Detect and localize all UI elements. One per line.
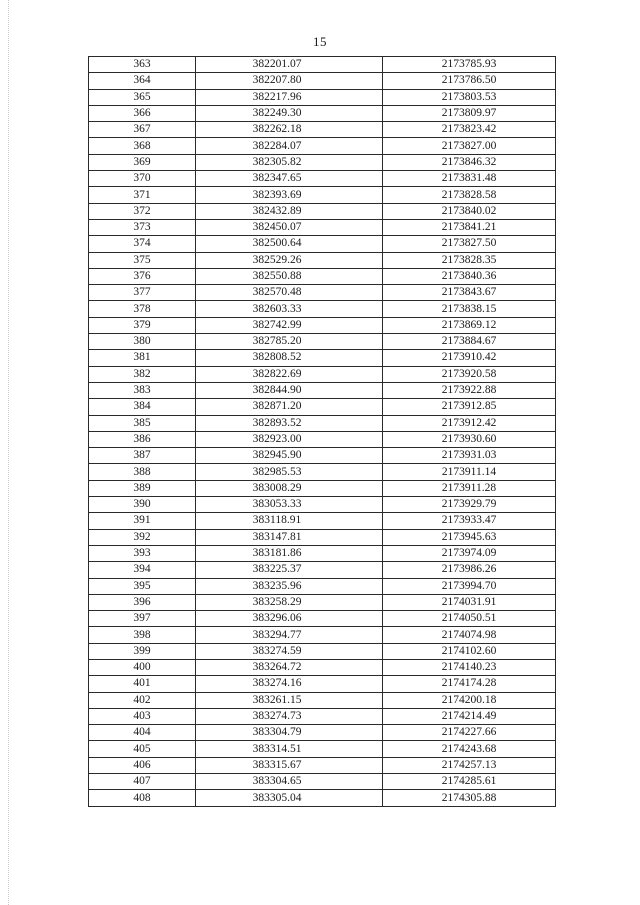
- point-number-cell: 378: [89, 301, 196, 317]
- table-row: [89, 301, 556, 317]
- point-number-cell: 371: [89, 187, 196, 203]
- table-row: [89, 382, 556, 398]
- x-coordinate-cell: 382893.52: [196, 415, 383, 431]
- table-row: [89, 790, 556, 806]
- table-row: [89, 122, 556, 138]
- x-coordinate-cell: 383235.96: [196, 578, 383, 594]
- binding-edge-line: [8, 0, 9, 905]
- table-row: [89, 431, 556, 447]
- table-row: [89, 725, 556, 741]
- y-coordinate-cell: 2173823.42: [383, 122, 556, 138]
- y-coordinate-cell: 2173930.60: [383, 431, 556, 447]
- point-number-cell: 382: [89, 366, 196, 382]
- table-row: [89, 659, 556, 675]
- y-coordinate-cell: 2173831.48: [383, 171, 556, 187]
- x-coordinate-cell: 383315.67: [196, 757, 383, 773]
- y-coordinate-cell: 2173840.02: [383, 203, 556, 219]
- table-row: [89, 154, 556, 170]
- coordinate-table-body: [89, 57, 556, 807]
- point-number-cell: 393: [89, 545, 196, 561]
- point-number-cell: 377: [89, 285, 196, 301]
- point-number-cell: 366: [89, 105, 196, 121]
- y-coordinate-cell: 2173933.47: [383, 513, 556, 529]
- table-row: [89, 497, 556, 513]
- y-coordinate-cell: 2174050.51: [383, 611, 556, 627]
- table-row: [89, 73, 556, 89]
- point-number-cell: 397: [89, 611, 196, 627]
- y-coordinate-cell: 2174305.88: [383, 790, 556, 806]
- x-coordinate-cell: 382207.80: [196, 73, 383, 89]
- x-coordinate-cell: 382347.65: [196, 171, 383, 187]
- y-coordinate-cell: 2173843.67: [383, 285, 556, 301]
- y-coordinate-cell: 2173809.97: [383, 105, 556, 121]
- y-coordinate-cell: 2173846.32: [383, 154, 556, 170]
- table-row: [89, 562, 556, 578]
- table-row: [89, 627, 556, 643]
- point-number-cell: 405: [89, 741, 196, 757]
- point-number-cell: 375: [89, 252, 196, 268]
- table-row: [89, 708, 556, 724]
- point-number-cell: 406: [89, 757, 196, 773]
- point-number-cell: 400: [89, 659, 196, 675]
- y-coordinate-cell: 2173912.85: [383, 399, 556, 415]
- point-number-cell: 386: [89, 431, 196, 447]
- x-coordinate-cell: 383258.29: [196, 594, 383, 610]
- table-row: [89, 285, 556, 301]
- table-row: [89, 57, 556, 73]
- table-row: [89, 268, 556, 284]
- point-number-cell: 395: [89, 578, 196, 594]
- y-coordinate-cell: 2173803.53: [383, 89, 556, 105]
- y-coordinate-cell: 2174227.66: [383, 725, 556, 741]
- x-coordinate-cell: 382450.07: [196, 219, 383, 235]
- point-number-cell: 394: [89, 562, 196, 578]
- table-row: [89, 171, 556, 187]
- table-row: [89, 513, 556, 529]
- point-number-cell: 368: [89, 138, 196, 154]
- point-number-cell: 381: [89, 350, 196, 366]
- x-coordinate-cell: 383008.29: [196, 480, 383, 496]
- y-coordinate-cell: 2173929.79: [383, 497, 556, 513]
- y-coordinate-cell: 2173911.14: [383, 464, 556, 480]
- y-coordinate-cell: 2173986.26: [383, 562, 556, 578]
- point-number-cell: 367: [89, 122, 196, 138]
- table-row: [89, 219, 556, 235]
- table-row: [89, 203, 556, 219]
- x-coordinate-cell: 382529.26: [196, 252, 383, 268]
- point-number-cell: 383: [89, 382, 196, 398]
- point-number-cell: 391: [89, 513, 196, 529]
- y-coordinate-cell: 2174140.23: [383, 659, 556, 675]
- x-coordinate-cell: 382550.88: [196, 268, 383, 284]
- x-coordinate-cell: 382808.52: [196, 350, 383, 366]
- x-coordinate-cell: 383305.04: [196, 790, 383, 806]
- table-row: [89, 757, 556, 773]
- table-row: [89, 676, 556, 692]
- y-coordinate-cell: 2173945.63: [383, 529, 556, 545]
- y-coordinate-cell: 2174074.98: [383, 627, 556, 643]
- table-row: [89, 399, 556, 415]
- x-coordinate-cell: 382262.18: [196, 122, 383, 138]
- point-number-cell: 385: [89, 415, 196, 431]
- page-number: 15: [313, 34, 327, 49]
- table-row: [89, 415, 556, 431]
- table-row: [89, 187, 556, 203]
- table-row: [89, 89, 556, 105]
- x-coordinate-cell: 382201.07: [196, 57, 383, 73]
- table-row: [89, 480, 556, 496]
- y-coordinate-cell: 2173786.50: [383, 73, 556, 89]
- point-number-cell: 372: [89, 203, 196, 219]
- point-number-cell: 387: [89, 448, 196, 464]
- table-row: [89, 464, 556, 480]
- x-coordinate-cell: 382923.00: [196, 431, 383, 447]
- table-row: [89, 578, 556, 594]
- x-coordinate-cell: 382284.07: [196, 138, 383, 154]
- y-coordinate-cell: 2173828.35: [383, 252, 556, 268]
- x-coordinate-cell: 382945.90: [196, 448, 383, 464]
- point-number-cell: 376: [89, 268, 196, 284]
- point-number-cell: 402: [89, 692, 196, 708]
- x-coordinate-cell: 383118.91: [196, 513, 383, 529]
- table-row: [89, 138, 556, 154]
- y-coordinate-cell: 2174285.61: [383, 774, 556, 790]
- x-coordinate-cell: 383274.16: [196, 676, 383, 692]
- x-coordinate-cell: 383147.81: [196, 529, 383, 545]
- x-coordinate-cell: 383053.33: [196, 497, 383, 513]
- y-coordinate-cell: 2173838.15: [383, 301, 556, 317]
- y-coordinate-cell: 2174200.18: [383, 692, 556, 708]
- y-coordinate-cell: 2173828.58: [383, 187, 556, 203]
- x-coordinate-cell: 383304.65: [196, 774, 383, 790]
- point-number-cell: 407: [89, 774, 196, 790]
- point-number-cell: 392: [89, 529, 196, 545]
- point-number-cell: 401: [89, 676, 196, 692]
- x-coordinate-cell: 382742.99: [196, 317, 383, 333]
- table-row: [89, 448, 556, 464]
- table-row: [89, 334, 556, 350]
- x-coordinate-cell: 383225.37: [196, 562, 383, 578]
- point-number-cell: 389: [89, 480, 196, 496]
- x-coordinate-cell: 382603.33: [196, 301, 383, 317]
- x-coordinate-cell: 383274.59: [196, 643, 383, 659]
- table-row: [89, 350, 556, 366]
- point-number-cell: 374: [89, 236, 196, 252]
- point-number-cell: 365: [89, 89, 196, 105]
- table-row: [89, 105, 556, 121]
- point-number-cell: 369: [89, 154, 196, 170]
- point-number-cell: 398: [89, 627, 196, 643]
- x-coordinate-cell: 383274.73: [196, 708, 383, 724]
- coordinate-table: [88, 56, 556, 807]
- point-number-cell: 379: [89, 317, 196, 333]
- point-number-cell: 373: [89, 219, 196, 235]
- y-coordinate-cell: 2173931.03: [383, 448, 556, 464]
- y-coordinate-cell: 2173827.50: [383, 236, 556, 252]
- y-coordinate-cell: 2173911.28: [383, 480, 556, 496]
- y-coordinate-cell: 2174214.49: [383, 708, 556, 724]
- y-coordinate-cell: 2173912.42: [383, 415, 556, 431]
- x-coordinate-cell: 383296.06: [196, 611, 383, 627]
- point-number-cell: 364: [89, 73, 196, 89]
- y-coordinate-cell: 2174257.13: [383, 757, 556, 773]
- table-row: [89, 692, 556, 708]
- point-number-cell: 403: [89, 708, 196, 724]
- y-coordinate-cell: 2173974.09: [383, 545, 556, 561]
- table-row: [89, 529, 556, 545]
- x-coordinate-cell: 382393.69: [196, 187, 383, 203]
- y-coordinate-cell: 2173884.67: [383, 334, 556, 350]
- y-coordinate-cell: 2173910.42: [383, 350, 556, 366]
- x-coordinate-cell: 383294.77: [196, 627, 383, 643]
- table-row: [89, 366, 556, 382]
- x-coordinate-cell: 382432.89: [196, 203, 383, 219]
- x-coordinate-cell: 382822.69: [196, 366, 383, 382]
- point-number-cell: 388: [89, 464, 196, 480]
- x-coordinate-cell: 382217.96: [196, 89, 383, 105]
- table-row: [89, 741, 556, 757]
- x-coordinate-cell: 382249.30: [196, 105, 383, 121]
- table-row: [89, 545, 556, 561]
- point-number-cell: 370: [89, 171, 196, 187]
- y-coordinate-cell: 2173827.00: [383, 138, 556, 154]
- x-coordinate-cell: 383261.15: [196, 692, 383, 708]
- x-coordinate-cell: 382305.82: [196, 154, 383, 170]
- x-coordinate-cell: 383314.51: [196, 741, 383, 757]
- y-coordinate-cell: 2173840.36: [383, 268, 556, 284]
- point-number-cell: 380: [89, 334, 196, 350]
- x-coordinate-cell: 383181.86: [196, 545, 383, 561]
- point-number-cell: 404: [89, 725, 196, 741]
- table-row: [89, 774, 556, 790]
- x-coordinate-cell: 382785.20: [196, 334, 383, 350]
- point-number-cell: 408: [89, 790, 196, 806]
- table-row: [89, 252, 556, 268]
- table-row: [89, 236, 556, 252]
- x-coordinate-cell: 382871.20: [196, 399, 383, 415]
- x-coordinate-cell: 382844.90: [196, 382, 383, 398]
- point-number-cell: 396: [89, 594, 196, 610]
- y-coordinate-cell: 2173994.70: [383, 578, 556, 594]
- table-row: [89, 317, 556, 333]
- y-coordinate-cell: 2173841.21: [383, 219, 556, 235]
- table-row: [89, 594, 556, 610]
- x-coordinate-cell: 382500.64: [196, 236, 383, 252]
- y-coordinate-cell: 2173920.58: [383, 366, 556, 382]
- x-coordinate-cell: 383264.72: [196, 659, 383, 675]
- x-coordinate-cell: 382570.48: [196, 285, 383, 301]
- y-coordinate-cell: 2174031.91: [383, 594, 556, 610]
- point-number-cell: 399: [89, 643, 196, 659]
- point-number-cell: 384: [89, 399, 196, 415]
- y-coordinate-cell: 2173785.93: [383, 57, 556, 73]
- y-coordinate-cell: 2174102.60: [383, 643, 556, 659]
- x-coordinate-cell: 382985.53: [196, 464, 383, 480]
- y-coordinate-cell: 2174174.28: [383, 676, 556, 692]
- point-number-cell: 390: [89, 497, 196, 513]
- table-row: [89, 643, 556, 659]
- table-row: [89, 611, 556, 627]
- y-coordinate-cell: 2174243.68: [383, 741, 556, 757]
- x-coordinate-cell: 383304.79: [196, 725, 383, 741]
- y-coordinate-cell: 2173869.12: [383, 317, 556, 333]
- point-number-cell: 363: [89, 57, 196, 73]
- y-coordinate-cell: 2173922.88: [383, 382, 556, 398]
